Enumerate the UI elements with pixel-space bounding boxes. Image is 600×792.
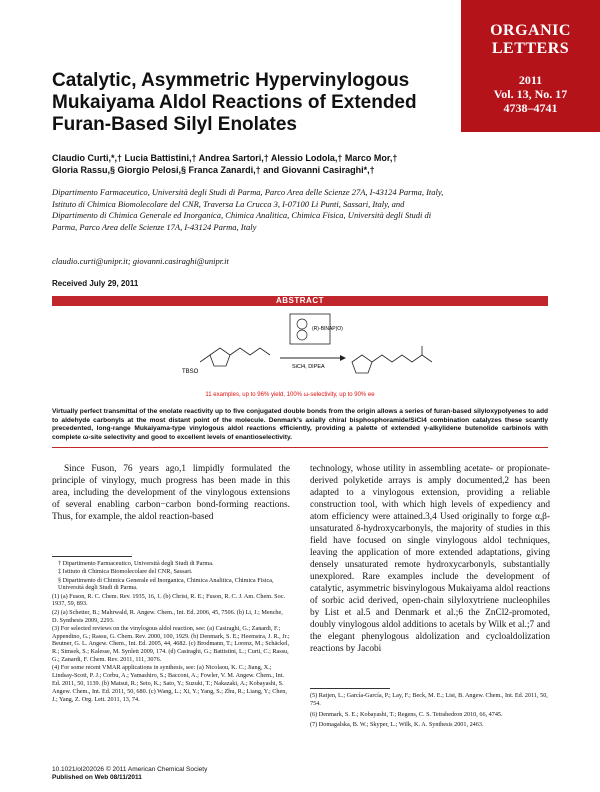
- catalyst-conditions-label: SiCl4, DIPEA: [292, 364, 325, 370]
- author-list: [52, 152, 447, 176]
- journal-year: 2011: [518, 73, 543, 87]
- journal-pages: 4738–4741: [503, 101, 558, 115]
- footnotes-right: [310, 692, 550, 732]
- author-emails: claudio.curti@unipr.it; giovanni.casiraghi@unipr.it: [52, 256, 229, 266]
- affiliations: Dipartimento Farmaceutico, Università degli Studi di Parma, Parco Area delle Scienze 27A, I-43124 Parma, Italy, Istituto di Chimica Biomolecolare del CNR, Traversa La Crucca 3, I-07100 Li Punti, Sassari, Italy, and Dipartimento di Chimica Generale ed Inorganica, Chimica Analitica, Chimica Fisica, Università degli Studi di Parma, Parco Area delle Scienze 17A, I-43124 Parma, Italy: [52, 187, 444, 232]
- journal-citation: [461, 73, 600, 115]
- abstract-heading: ABSTRACT: [52, 296, 548, 306]
- footnote-ref-7: (7) Domagalska, B. W.; Skyper, L.; Wilk, K. A. Synthesis 2001, 2463.: [310, 721, 484, 729]
- journal-badge: [461, 0, 600, 132]
- footnote-ref-6: (6) Denmark, S. E.; Kobayashi, T.; Regens, C. S. Tetrahedron 2010, 66, 4745.: [310, 710, 503, 718]
- catalyst-reagent-label: (R)-BINAP(O): [312, 326, 343, 332]
- abstract-divider: [52, 447, 548, 448]
- page-footer: [52, 766, 207, 782]
- footnote-ref-1: (1) (a) Fuson, R. C. Chem. Rev. 1935, 16, 1. (b) Christ, R. E.; Fuson, R. C. J. Am. Chem. Soc. 1937, 59, 893.: [52, 592, 286, 608]
- published-date: [52, 774, 207, 782]
- footnote-ref-4: (4) For some recent VMAR applications in synthesis, see: (a) Nicolaou, K. C.; Jiang, X.; Lindsay-Scott, P. J.; Corbu, A.; Yamashiro, S.; Bacconi, A.; Fowler, V. M. Angew. Chem., Int. Ed. 2011, 50, 1139. (b) Matsui, R.; Seto, K.; Sato, Y.; Suzuki, T.; Nakazaki, A.; Kobayashi, S. Angew. Chem., Int. Ed. 2011, 50, 680. (c) Wang, L.; Xi, Y.; Yang, S.; Zhu, R.; Liang, Y.; Chen, J.; Yang, Z. Org. Lett. 2011, 13, 74.: [52, 664, 287, 703]
- journal-volume: Vol. 13, No. 17: [493, 87, 568, 101]
- journal-name-line1: ORGANIC: [490, 22, 571, 39]
- journal-name: [461, 22, 600, 58]
- footnote-divider-left: [52, 556, 132, 557]
- tbso-label: TBSO: [182, 369, 199, 375]
- doi-copyright: 10.1021/ol202026 © 2011 American Chemical Society: [52, 766, 208, 773]
- article-title: Catalytic, Asymmetric Hypervinylogous Mukaiyama Aldol Reactions of Extended Furan-Based Silyl Enolates: [52, 70, 417, 135]
- footnote-divider-right: [310, 688, 390, 689]
- scheme-caption: 11 examples, up to 96% yield, 100% ω-selectivity, up to 90% ee: [205, 392, 375, 398]
- received-date: Received July 29, 2011: [52, 279, 139, 288]
- footnote-affil-2: ‡ Istituto di Chimica Biomolecolare del CNR, Sassari.: [58, 568, 193, 576]
- footnotes-left: [52, 560, 290, 704]
- abstract-scheme: [140, 310, 440, 406]
- authors-line2: Gloria Rassu,§ Giorgio Pelosi,§ Franca Zanardi,† and Giovanni Casiraghi*,†: [52, 165, 375, 175]
- footnote-ref-2: (2) (a) Schetter, B.; Mahrwald, R. Angew. Chem., Int. Ed. 2006, 45, 7506. (b) Li, J.; Menche, D. Synthesis 2009, 2293.: [52, 608, 283, 624]
- footnote-affil-1: † Dipartimento Farmaceutico, Università degli Studi di Parma.: [58, 560, 214, 567]
- body-paragraph-right: technology, whose utility in assembling acetate- or propionate-derived polyketide arrays is amply documented,2 has been adapted to a vinylogous extension, providing a reliable construction tool, with which high levels of expediency and atom efficiency were attained.3,4 Used originally to forge α,β-unsaturated δ-hydroxycarbonyls, the majority of studies in this field have focused on single vinylogous aldol techniques, leaving the application of more extended adaptations, giving densely unsaturated remote hydroxycarbonyls, substantially unexplored. Rare examples include the development of catalytic, asymmetric bisvinylogous Mukaiyama aldol reactions of sorbic acid derived, open-chain silyloxytriene nucleophiles by List et al.5 and Denmark et al.;6 the ZnCl2-promoted, doubly vinylogous aldol additions to acetals by Wilk et al.;7 and the elegant phenylogous aldolization and cycloaldolization reactions by Jacobi: [310, 464, 550, 654]
- journal-name-line2: LETTERS: [491, 40, 570, 57]
- reaction-scheme-graphic: [140, 310, 440, 390]
- body-paragraph-left: Since Fuson, 76 years ago,1 limpidly formulated the principle of vinylogy, much progress has been made in this area, including the development of the vinylogous extensions of several enabling carbon−carbon bond-forming reactions. Thus, for example, the aldol reaction-based: [52, 464, 290, 522]
- footnote-ref-5: (5) Ratjen, L.; García-García, P.; Lay, F.; Beck, M. E.; List, B. Angew. Chem., Int. Ed. 2011, 50, 754.: [310, 692, 548, 707]
- published-date-text: Published on Web 08/11/2011: [52, 774, 142, 781]
- abstract-text: Virtually perfect transmittal of the enolate reactivity up to five conjugated double bonds from the origin allows a series of furan-based silyloxypolyenes to add to aldehyde carbonyls at the most distant point of the molecule. Denmark’s axially chiral bisphosphoramide/SiCl4 combination catalyzes these scantly precedented, long-range Mukaiyama-type vinylogous aldol reactions efficiently, providing a palette of extended γ-alkylidene butenolide carbinols with complete ω-site selectivity and good to excellent levels of enantioselectivity.: [52, 408, 548, 441]
- footnote-affil-3: § Dipartimento di Chimica Generale ed Inorganica, Chimica Analitica, Chimica Fisica, Università degli Studi di Parma.: [58, 576, 274, 592]
- footnote-ref-3: (3) For selected reviews on the vinylogous aldol reaction, see: (a) Casiraghi, G.; Zanardi, F.; Appendino, G.; Rassu, G. Chem. Rev. 2000, 100, 1929. (b) Denmark, S. E.; Heemstra, J. R., Jr.; Beutner, G. L. Angew. Chem., Int. Ed. 2005, 44, 4682. (c) Brodmann, T.; Lorenz, M.; Schäckel, R.; Simsek, S.; Kalesse, M. Synlett 2009, 174. (d) Casiraghi, G.; Battistini, L.; Curti, C.; Rassu, G.; Zanardi, F. Chem. Rev. 2011, 111, 3076.: [52, 624, 290, 664]
- authors-line1: Claudio Curti,*,† Lucia Battistini,† Andrea Sartori,† Alessio Lodola,† Marco Mor,†: [52, 153, 398, 163]
